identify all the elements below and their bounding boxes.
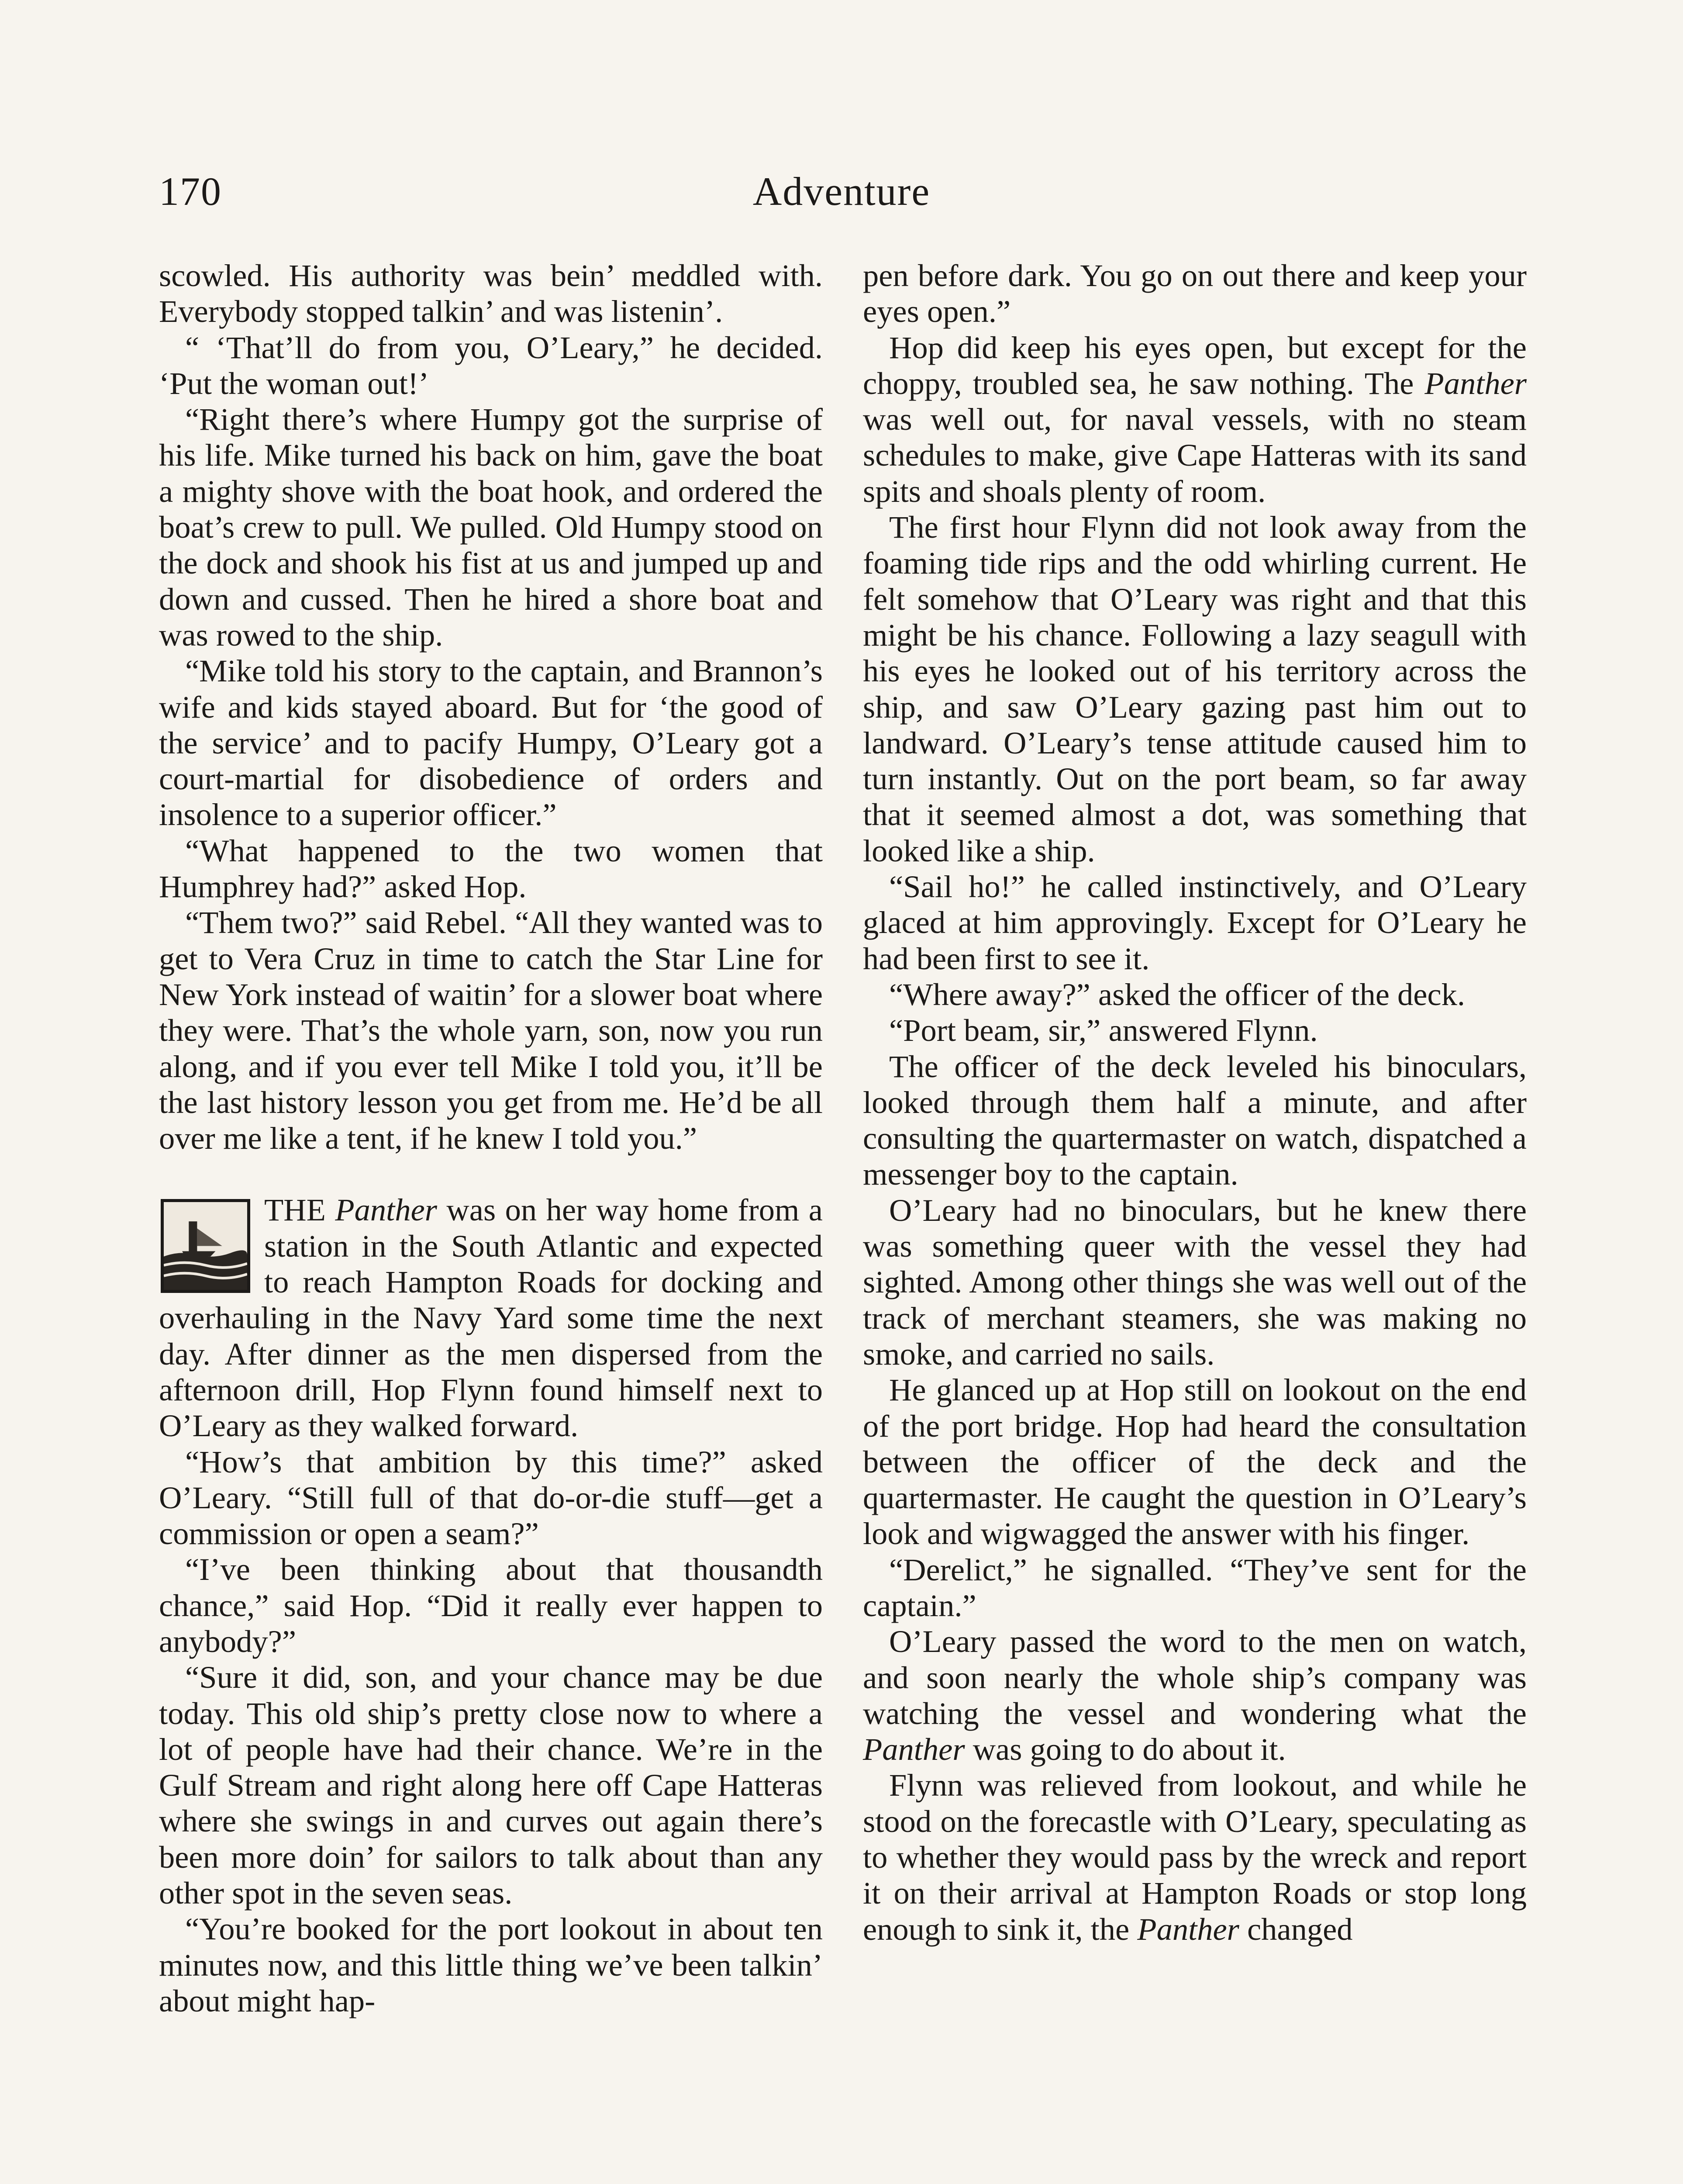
paragraph-text: Flynn was relieved from lookout, and while he stood on the forecastle with O’Leary, speculating as to whether they would pass by the wreck and report it on their arrival at Hampton Roads or stop long enough to sink it, the (863, 1767, 1527, 1947)
paragraph: “Where away?” asked the officer of the deck. (889, 976, 1466, 1012)
paragraph-text: was going to do about it. (965, 1731, 1286, 1767)
ship-name: Panther (1137, 1911, 1239, 1947)
paragraph: “What happened to the two women that Humphrey had?” asked Hop. (159, 833, 823, 905)
section-gap (159, 1156, 823, 1192)
paragraph (863, 1767, 1527, 1947)
paragraph: “Derelict,” he signalled. “They’ve sent for the captain.” (863, 1552, 1527, 1623)
paragraph: “Port beam, sir,” answered Flynn. (889, 1013, 1318, 1048)
paragraph: “How’s that ambition by this time?” asked O’Leary. “Still full of that do-or-die stuff—get a commission or open a seam?” (159, 1444, 823, 1552)
section-lead-word: THE (264, 1192, 335, 1228)
section-illustration (161, 1199, 250, 1293)
paragraph: “I’ve been thinking about that thousandth chance,” said Hop. “Did it really ever happen to anybody?” (159, 1552, 823, 1659)
paragraph: pen before dark. You go on out there and keep your eyes open.” (863, 258, 1527, 329)
paragraph: He glanced up at Hop still on lookout on the end of the port bridge. Hop had heard the consultation between the officer of the deck and the quartermaster. He caught the question in O’Leary’s look and wigwagged the answer with his finger. (863, 1372, 1527, 1552)
paragraph: “Mike told his story to the captain, and Brannon’s wife and kids stayed aboard. But for ‘the good of the service’ and to pacify Humpy, O’Leary got a court-martial for disobedience of orders and insolence to a superior officer.” (159, 653, 823, 833)
section-opening-paragraph (159, 1192, 823, 1444)
paragraph: scowled. His authority was bein’ meddled with. Everybody stopped talkin’ and was listenin’. (159, 258, 823, 329)
page-number: 170 (159, 169, 222, 214)
paragraph-text: was well out, for naval vessels, with no steam schedules to make, give Cape Hatteras with its sand spits and shoals plenty of room. (863, 401, 1527, 509)
paragraph: “Sail ho!” he called instinctively, and O’Leary glaced at him approvingly. Except for O’Leary he had been first to see it. (863, 869, 1527, 976)
paragraph: “Sure it did, son, and your chance may be due today. This old ship’s pretty close now to where a lot of people have had their chance. We’re in the Gulf Stream and right along here off Cape Hatteras where she swings in and curves out again there’s been more doin’ for sailors to talk about than any other spot in the seven seas. (159, 1659, 823, 1911)
left-column (159, 258, 823, 2019)
paragraph: The officer of the deck leveled his binoculars, looked through them half a minute, and after consulting the quartermaster on watch, dispatched a messenger boy to the captain. (863, 1048, 1527, 1192)
paragraph-text: Hop did keep his eyes open, but except for the choppy, troubled sea, he saw nothing. The (863, 329, 1527, 401)
paragraph-text: changed (1239, 1911, 1353, 1947)
ship-name: Panther (863, 1731, 965, 1767)
paragraph: The first hour Flynn did not look away from the foaming tide rips and the odd whirling current. He felt somehow that O’Leary was right and that this might be his chance. Following a lazy seagull with his eyes he looked out of his territory across the ship, and saw O’Leary gazing past him out to landward. O’Leary’s tense attitude caused him to turn instantly. Out on the port beam, so far away that it seemed almost a dot, was something that looked like a ship. (863, 509, 1527, 868)
right-column (863, 258, 1527, 1947)
paragraph: “You’re booked for the port lookout in about ten minutes now, and this little thing we’ve been talkin’ about might hap- (159, 1911, 823, 2018)
paragraph (863, 330, 1527, 509)
paragraph: “Them two?” said Rebel. “All they wanted was to get to Vera Cruz in time to catch the Star Line for New York instead of waitin’ for a slower boat where they were. That’s the whole yarn, son, now you run along, and if you ever tell Mike I told you, it’ll be the last history lesson you get from me. He’d be all over me like a tent, if he knew I told you.” (159, 905, 823, 1156)
paragraph-text: O’Leary passed the word to the men on watch, and soon nearly the whole ship’s company was watching the vessel and wondering what the (863, 1624, 1527, 1731)
running-head: Adventure (752, 169, 931, 214)
paragraph (863, 1624, 1527, 1767)
ship-name: Panther (1424, 365, 1527, 401)
paragraph: “ ‘That’ll do from you, O’Leary,” he decided. ‘Put the woman out!’ (159, 329, 823, 401)
paragraph: “Right there’s where Humpy got the surprise of his life. Mike turned his back on him, gave the boat a mighty shove with the boat hook, and ordered the boat’s crew to pull. We pulled. Old Humpy stood on the dock and shook his fist at us and jumped up and down and cussed. Then he hired a shore boat and was rowed to the ship. (159, 401, 823, 653)
paragraph: O’Leary had no binoculars, but he knew there was something queer with the vessel they had sighted. Among other things she was well out of the track of merchant steamers, she was making no smoke, and carried no sails. (863, 1192, 1527, 1372)
ship-name: Panther (335, 1192, 437, 1228)
section-text: was on her way home from a station in the South Atlantic and expected to reach Hampton Roads for docking and overhauling in the Navy Yard some time the next day. After dinner as the men dispersed from the afternoon drill, Hop Flynn found himself next to O’Leary as they walked forward. (159, 1192, 823, 1444)
